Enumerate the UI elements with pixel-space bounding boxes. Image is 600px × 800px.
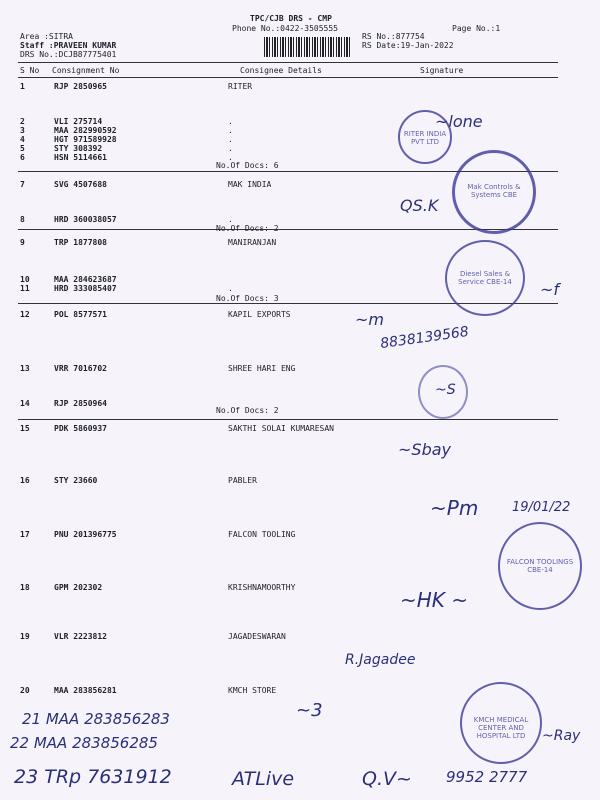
row-consignee: JAGADESWARAN	[228, 632, 286, 641]
signature-row18: ~HK ~	[400, 588, 469, 612]
row-consignment: RJP 2850965	[54, 82, 107, 91]
row-consignment: MAA 283856281	[54, 686, 117, 695]
signature-row13: ~S	[435, 382, 456, 398]
row-consignee: SHREE HARI ENG	[228, 364, 296, 373]
area: Area :SITRA	[20, 32, 73, 41]
row-consignment: VLR 2223812	[54, 632, 107, 641]
row-sno: 16	[20, 476, 30, 485]
row-divider	[18, 419, 558, 420]
falcon-stamp: FALCON TOOLINGS CBE-14	[498, 522, 582, 610]
row-consignment: STY 23660	[54, 476, 98, 485]
row-sno: 4	[20, 135, 25, 144]
divider	[18, 77, 558, 78]
barcode	[264, 37, 352, 57]
col-sno: S No	[20, 66, 40, 75]
handwritten-row22: 22 MAA 283856285	[10, 734, 158, 752]
mark-3: ~3	[296, 700, 323, 721]
phone-number: Phone No.:0422-3505555	[232, 24, 338, 33]
handwritten-phone-bottom: 9952 2777	[446, 768, 528, 786]
row-consignee: MAK INDIA	[228, 180, 272, 189]
row-consignment: MAA 284623687	[54, 275, 117, 284]
row-consignee: KAPIL EXPORTS	[228, 310, 291, 319]
rs-date: RS Date:19-Jan-2022	[362, 41, 454, 50]
doc-count: No.Of Docs: 2	[216, 406, 279, 415]
signature-row15: ~Sbay	[398, 440, 451, 459]
diesel-stamp: Diesel Sales & Service CBE-14	[445, 240, 525, 316]
row-sno: 12	[20, 310, 30, 319]
row-consignee: .	[228, 144, 233, 153]
row-consignee: KMCH STORE	[228, 686, 277, 695]
signature-row11: ~f	[540, 280, 560, 299]
row-sno: 9	[20, 238, 25, 247]
row-consignee: .	[228, 126, 233, 135]
row-sno: 5	[20, 144, 25, 153]
signature-row8: QS.K	[400, 196, 439, 215]
row-consignment: HGT 971589928	[54, 135, 117, 144]
drs-number: DRS No.:DCJB87775401	[20, 50, 117, 59]
row-consignment: POL 8577571	[54, 310, 107, 319]
row-sno: 15	[20, 424, 30, 433]
kmch-stamp: KMCH MEDICAL CENTER AND HOSPITAL LTD	[460, 682, 542, 764]
row-consignment: RJP 2850964	[54, 399, 107, 408]
mak-stamp: Mak Controls & Systems CBE	[452, 150, 536, 234]
row-sno: 17	[20, 530, 30, 539]
riter-stamp: RITER INDIA PVT LTD	[398, 110, 452, 164]
row-consignment: SVG 4507688	[54, 180, 107, 189]
row-consignment: PNU 201396775	[54, 530, 117, 539]
row-sno: 8	[20, 215, 25, 224]
handwritten-date: 19/01/22	[512, 500, 571, 515]
row-consignee: SAKTHI SOLAI KUMARESAN	[228, 424, 334, 433]
row-consignee: .	[228, 284, 233, 293]
page-number: Page No.:1	[452, 24, 501, 33]
doc-count: No.Of Docs: 6	[216, 161, 279, 170]
row-consignment: GPM 202302	[54, 583, 103, 592]
col-consignment: Consignment No	[52, 66, 120, 75]
row-consignment: VRR 7016702	[54, 364, 107, 373]
row-consignee: .	[228, 153, 233, 162]
row-consignment: HSN 5114661	[54, 153, 107, 162]
row-sno: 3	[20, 126, 25, 135]
signature-row19: R.Jagadee	[345, 652, 416, 668]
signature-row12: ~m	[355, 310, 384, 329]
row-consignee: KRISHNAMOORTHY	[228, 583, 296, 592]
row-sno: 20	[20, 686, 30, 695]
row-consignee: FALCON TOOLING	[228, 530, 296, 539]
divider	[18, 62, 558, 63]
row-sno: 2	[20, 117, 25, 126]
row-consignment: VLI 275714	[54, 117, 103, 126]
handwritten-row21: 21 MAA 283856283	[22, 710, 170, 728]
signature-row1: ~lone	[435, 112, 483, 131]
row-consignee: .	[228, 215, 233, 224]
row-sno: 14	[20, 399, 30, 408]
doc-count: No.Of Docs: 3	[216, 294, 279, 303]
col-consignee: Consignee Details	[240, 66, 322, 75]
row-sno: 6	[20, 153, 25, 162]
row-consignee: RITER	[228, 82, 253, 91]
row-consignee: MANIRANJAN	[228, 238, 277, 247]
handwritten-phone: 8838139568	[379, 323, 470, 353]
row-sno: 7	[20, 180, 25, 189]
row-sno: 18	[20, 583, 30, 592]
row-consignee: .	[228, 135, 233, 144]
row-sno: 19	[20, 632, 30, 641]
row-sno: 1	[20, 82, 25, 91]
document-title: TPC/CJB DRS - CMP	[250, 14, 332, 23]
handwritten-at-live: ATLive	[232, 768, 295, 790]
row-consignment: HRD 333085407	[54, 284, 117, 293]
col-signature: Signature	[420, 66, 464, 75]
row-consignment: TRP 1877808	[54, 238, 107, 247]
row-sno: 10	[20, 275, 30, 284]
row-consignment: STY 308392	[54, 144, 103, 153]
doc-count: No.Of Docs: 2	[216, 224, 279, 233]
row-consignee: .	[228, 117, 233, 126]
row-consignee: PABLER	[228, 476, 257, 485]
row-sno: 11	[20, 284, 30, 293]
signature-row23: Q.V~	[362, 768, 412, 790]
handwritten-row23: 23 TRp 7631912	[14, 766, 172, 788]
row-consignment: MAA 282990592	[54, 126, 117, 135]
staff: Staff :PRAVEEN KUMAR	[20, 41, 117, 50]
row-consignment: PDK 5860937	[54, 424, 107, 433]
row-consignment: HRD 360038057	[54, 215, 117, 224]
signature-row16: ~Pm	[430, 496, 479, 520]
signature-row20: ~Ray	[542, 728, 581, 744]
row-sno: 13	[20, 364, 30, 373]
rs-number: RS No.:877754	[362, 32, 425, 41]
